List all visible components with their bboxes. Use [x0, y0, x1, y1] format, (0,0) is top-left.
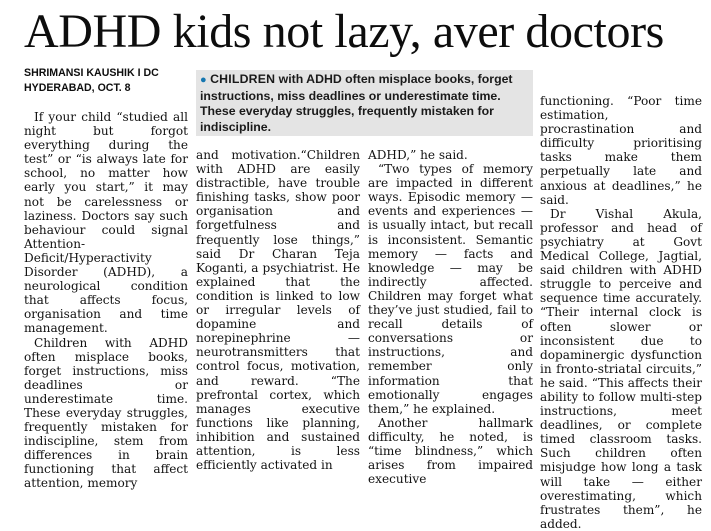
- paragraph: ADHD,” he said.: [368, 148, 468, 162]
- byline-author: SHRIMANSI KAUSHIK I DC: [24, 67, 159, 79]
- article-column-1: [24, 110, 188, 491]
- paragraph: and motivation.“Children with ADHD are easily distractible, have trouble finishing tasks, show poor organisation and forgetfulness and frequently lose things,” said Dr Charan Teja Koganti, a psychiatrist. He explained that the condition is linked to low or irregular levels of dopamine and norepinephrine — neurotransmitters that control focus, motivation, and reward. “The prefrontal cortex, which manages executive functions like planning, inhibition and sustained attention, is less efficiently activated in: [196, 148, 360, 473]
- article-column-4: [540, 94, 702, 531]
- paragraph: If your child “studied all night but forgot everything during the test” or “is always late for school, no matter how early you start,” it may not be carelessness or laziness. Doctors say such behaviour could signal Attention-Deficit/Hyperactivity Disorder (ADHD), a neurological condition that affects focus, organisation and time management.: [24, 110, 188, 336]
- article-column-2: [196, 148, 360, 472]
- pullquote: [196, 70, 533, 136]
- byline: [24, 66, 192, 98]
- paragraph: functioning. “Poor time estimation, procrastination and difficulty prioritising tasks make them perpetually late and anxious at deadlines,” he said.: [540, 94, 702, 207]
- bullet-icon: ●: [200, 74, 207, 86]
- headline: ADHD kids not lazy, aver doctors: [24, 5, 664, 58]
- article-column-3: [368, 148, 533, 486]
- pullquote-text: with ADHD often misplace books, forget instructions, miss deadlines or underestimate time. These everyday struggles, frequently mistaken for indiscipline.: [200, 72, 513, 134]
- paragraph: Another hallmark difficulty, he noted, is “time blindness,” which arises from impaired executive: [368, 415, 533, 487]
- paragraph: Dr Vishal Akula, professor and head of psychiatry at Govt Medical College, Jagtial, said children with ADHD struggle to perceive and sequence time accurately. “Their internal clock is often slower or inconsistent due to dopaminergic dysfunction in fronto-striatal circuits,” he said. “This affects their ability to follow multi-step instructions, meet deadlines, or complete timed classroom tasks. Such children often misjudge how long a task will take — either overestimating, which frustrates them”, he added.: [540, 206, 702, 531]
- paragraph: “Two types of memory are impacted in different ways. Episodic memory — events and experiences — is usually intact, but recall is inconsistent. Semantic memory — facts and knowledge — may be indirectly affected. Children may forget what they’ve just studied, fail to recall details of conversations or instructions, and remember only information that emotionally engages them,” he explained.: [368, 162, 533, 416]
- pullquote-lead: CHILDREN: [210, 72, 276, 86]
- byline-dateline: HYDERABAD, OCT. 8: [24, 82, 131, 94]
- paragraph: Children with ADHD often misplace books, forget instructions, miss deadlines or underestimate time. These everyday struggles, frequently mistaken for indiscipline, stem from differences in brain functioning that affect attention, memory: [24, 335, 188, 491]
